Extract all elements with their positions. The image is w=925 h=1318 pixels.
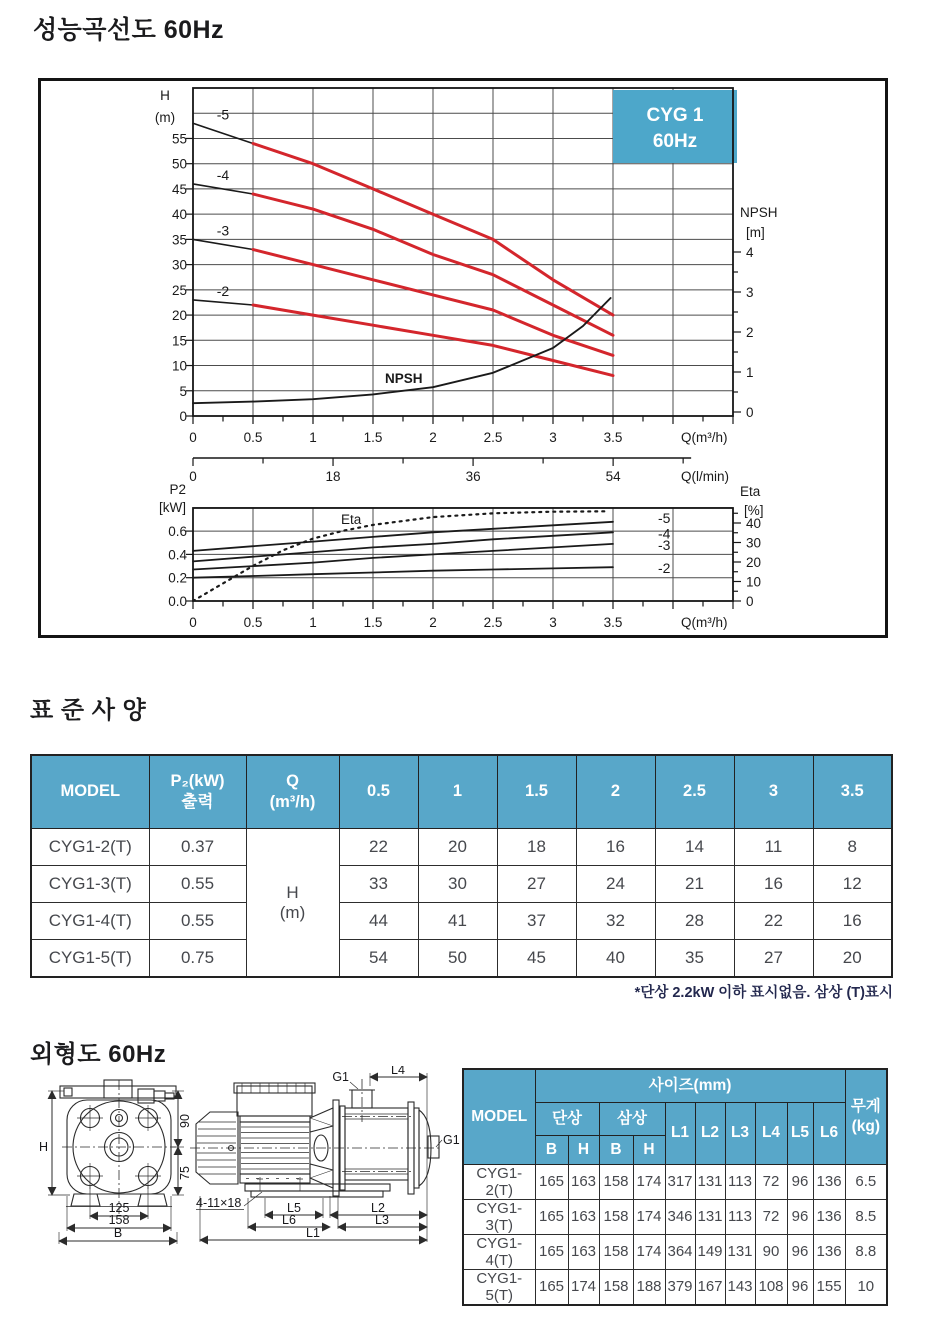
size-cell-value: 10: [845, 1269, 887, 1305]
spec-header-flow: 0.5: [339, 755, 418, 829]
size-header-weight: 무게 (kg): [845, 1069, 887, 1164]
size-cell-value: 113: [725, 1199, 755, 1234]
spec-cell-head-value: 54: [339, 940, 418, 978]
svg-text:50: 50: [171, 156, 187, 172]
svg-text:0: 0: [189, 469, 197, 484]
size-cell-value: 8.5: [845, 1199, 887, 1234]
svg-text:0.6: 0.6: [168, 524, 187, 540]
svg-text:1: 1: [746, 365, 754, 380]
svg-text:-4: -4: [658, 525, 671, 542]
spec-table-row: [31, 940, 892, 978]
spec-header-flow: 3.5: [813, 755, 892, 829]
size-table-header-row1: [463, 1069, 887, 1102]
svg-text:NPSH: NPSH: [385, 371, 423, 386]
head-curve-black--5: [193, 123, 253, 143]
dim-label-l1: L1: [306, 1226, 320, 1240]
spec-header-model: MODEL: [31, 755, 149, 829]
svg-text:5: 5: [179, 383, 187, 399]
spec-table-body: [31, 829, 892, 978]
size-cell-value: 379: [665, 1269, 695, 1305]
svg-text:0.2: 0.2: [168, 570, 187, 586]
size-header-model: MODEL: [463, 1069, 535, 1164]
svg-text:0.5: 0.5: [243, 430, 263, 445]
svg-text:10: 10: [171, 358, 187, 374]
svg-text:1: 1: [309, 430, 317, 445]
spec-cell-head-value: 20: [418, 829, 497, 866]
svg-text:0.0: 0.0: [168, 594, 187, 609]
size-cell-value: 131: [725, 1234, 755, 1269]
spec-table-row: [31, 903, 892, 940]
size-header-bh: B: [535, 1135, 568, 1164]
size-cell-value: 346: [665, 1199, 695, 1234]
dim-label-l2: L2: [371, 1201, 385, 1215]
svg-text:1: 1: [309, 615, 317, 630]
size-cell-value: 96: [787, 1234, 813, 1269]
spec-header-flow: 2.5: [655, 755, 734, 829]
svg-text:0: 0: [746, 594, 754, 609]
size-cell-value: 165: [535, 1164, 568, 1199]
svg-text:-4: -4: [216, 166, 230, 183]
svg-text:40: 40: [746, 516, 762, 531]
svg-text:25: 25: [171, 282, 187, 298]
size-cell-value: 174: [633, 1164, 665, 1199]
svg-text:2: 2: [429, 430, 437, 445]
spec-cell-head-value: 35: [655, 940, 734, 978]
size-cell-value: 155: [813, 1269, 845, 1305]
dim-label-l4: L4: [391, 1066, 405, 1077]
size-header-bh: B: [599, 1135, 633, 1164]
spec-header-flow: 1: [418, 755, 497, 829]
spec-cell-head-value: 27: [497, 866, 576, 903]
size-cell-value: 131: [695, 1164, 725, 1199]
spec-cell-head-value: 30: [418, 866, 497, 903]
size-header-single-phase: 단상: [535, 1102, 599, 1135]
spec-cell-head-value: 16: [813, 903, 892, 940]
svg-text:35: 35: [171, 232, 187, 248]
size-cell-value: 8.8: [845, 1234, 887, 1269]
svg-text:-2: -2: [658, 560, 671, 577]
size-header-bh: H: [633, 1135, 665, 1164]
size-header-l: L4: [755, 1102, 787, 1164]
svg-text:Q(m³/h): Q(m³/h): [681, 430, 728, 445]
size-cell-value: 113: [725, 1164, 755, 1199]
dim-label-90: 90: [178, 1114, 192, 1128]
front-view-drawing: [39, 1080, 192, 1244]
spec-cell-head-value: 21: [655, 866, 734, 903]
spec-cell-head-value: 22: [734, 903, 813, 940]
outline-drawing-svg: [38, 1066, 463, 1301]
size-cell-model: CYG1-4(T): [463, 1234, 535, 1269]
size-header-l: L2: [695, 1102, 725, 1164]
svg-text:P2: P2: [169, 482, 186, 497]
size-cell-value: 364: [665, 1234, 695, 1269]
size-table-row: [463, 1199, 887, 1234]
spec-cell-p2: 0.55: [149, 866, 246, 903]
size-cell-value: 174: [633, 1234, 665, 1269]
spec-cell-head-value: 37: [497, 903, 576, 940]
svg-text:3.5: 3.5: [603, 430, 623, 445]
spec-cell-head-value: 27: [734, 940, 813, 978]
svg-text:10: 10: [746, 574, 762, 590]
dim-label-125: 125: [108, 1201, 130, 1215]
power-curve--2: [193, 567, 613, 578]
performance-chart-svg: [41, 81, 885, 635]
spec-cell-model: CYG1-3(T): [31, 866, 149, 903]
side-view-drawing: [190, 1066, 460, 1242]
size-cell-value: 96: [787, 1269, 813, 1305]
svg-text:18: 18: [325, 469, 341, 484]
svg-text:0.5: 0.5: [243, 615, 263, 630]
size-cell-value: 143: [725, 1269, 755, 1305]
dim-label-l6: L6: [282, 1213, 296, 1227]
size-cell-value: 90: [755, 1234, 787, 1269]
spec-cell-model: CYG1-2(T): [31, 829, 149, 866]
svg-text:36: 36: [465, 469, 481, 484]
svg-text:30: 30: [171, 257, 187, 273]
size-cell-value: 136: [813, 1164, 845, 1199]
spec-cell-head-value: 8: [813, 829, 892, 866]
svg-text:-3: -3: [658, 536, 671, 553]
size-cell-value: 163: [568, 1199, 599, 1234]
svg-text:3.5: 3.5: [603, 615, 623, 630]
size-cell-value: 96: [787, 1199, 813, 1234]
size-cell-value: 167: [695, 1269, 725, 1305]
size-header-l: L5: [787, 1102, 813, 1164]
size-cell-value: 158: [599, 1164, 633, 1199]
svg-text:NPSH: NPSH: [740, 205, 778, 220]
svg-text:1.5: 1.5: [363, 615, 383, 630]
svg-text:15: 15: [171, 333, 187, 349]
spec-section-title: 표 준 사 양: [30, 697, 147, 724]
svg-text:0: 0: [189, 430, 197, 445]
size-cell-value: 165: [535, 1199, 568, 1234]
dim-label-h: H: [39, 1140, 49, 1154]
size-cell-value: 158: [599, 1199, 633, 1234]
spec-cell-head-value: 28: [655, 903, 734, 940]
svg-text:(m): (m): [154, 110, 176, 125]
svg-text:2.5: 2.5: [483, 615, 503, 630]
size-cell-value: 188: [633, 1269, 665, 1305]
svg-text:-2: -2: [216, 282, 230, 299]
spec-table: [30, 754, 893, 978]
size-cell-value: 136: [813, 1234, 845, 1269]
size-cell-value: 163: [568, 1234, 599, 1269]
spec-table-header-row: [31, 755, 892, 829]
spec-cell-head-value: 41: [418, 903, 497, 940]
dim-label-158: 158: [108, 1213, 130, 1227]
size-cell-value: 317: [665, 1164, 695, 1199]
svg-text:-5: -5: [658, 509, 671, 526]
dim-label-bolt-note: 4-11×18: [196, 1196, 242, 1210]
svg-text:Eta: Eta: [341, 512, 362, 527]
spec-cell-head-value: 16: [734, 866, 813, 903]
size-cell-value: 174: [568, 1269, 599, 1305]
size-cell-model: CYG1-3(T): [463, 1199, 535, 1234]
svg-text:20: 20: [746, 555, 762, 570]
size-table-row: [463, 1234, 887, 1269]
size-cell-value: 174: [633, 1199, 665, 1234]
size-table: [462, 1068, 888, 1306]
svg-text:3: 3: [549, 430, 557, 445]
spec-cell-model: CYG1-4(T): [31, 903, 149, 940]
size-cell-model: CYG1-2(T): [463, 1164, 535, 1199]
dim-label-75: 75: [178, 1166, 192, 1180]
spec-cell-model: CYG1-5(T): [31, 940, 149, 978]
spec-cell-head-value: 18: [497, 829, 576, 866]
size-cell-value: 165: [535, 1269, 568, 1305]
svg-text:40: 40: [171, 207, 187, 223]
size-cell-model: CYG1-5(T): [463, 1269, 535, 1305]
spec-cell-head-value: 44: [339, 903, 418, 940]
svg-text:30: 30: [746, 535, 762, 551]
svg-text:55: 55: [171, 131, 187, 147]
svg-text:2: 2: [429, 615, 437, 630]
size-cell-value: 158: [599, 1269, 633, 1305]
svg-text:60Hz: 60Hz: [652, 131, 698, 152]
size-cell-value: 6.5: [845, 1164, 887, 1199]
spec-cell-head-value: 16: [576, 829, 655, 866]
svg-text:[m]: [m]: [746, 225, 765, 240]
svg-text:[%]: [%]: [744, 503, 764, 518]
size-header-l: L1: [665, 1102, 695, 1164]
size-table-row: [463, 1269, 887, 1305]
dim-label-b: B: [113, 1226, 123, 1240]
size-cell-value: 72: [755, 1199, 787, 1234]
performance-section-title: 성능곡선도 60Hz: [33, 16, 225, 44]
size-header-bh: H: [568, 1135, 599, 1164]
svg-text:20: 20: [171, 308, 187, 324]
svg-text:0: 0: [746, 405, 754, 420]
spec-cell-p2: 0.37: [149, 829, 246, 866]
spec-cell-head-value: 40: [576, 940, 655, 978]
size-cell-value: 158: [599, 1234, 633, 1269]
svg-text:0: 0: [179, 409, 187, 424]
size-table-row: [463, 1164, 887, 1199]
svg-text:1.5: 1.5: [363, 430, 383, 445]
size-header-l: L6: [813, 1102, 845, 1164]
svg-text:2: 2: [746, 325, 754, 340]
performance-chart-box: [38, 78, 888, 638]
svg-text:0.4: 0.4: [168, 547, 187, 563]
spec-cell-head-value: 50: [418, 940, 497, 978]
spec-cell-head-value: 33: [339, 866, 418, 903]
spec-cell-head-value: 24: [576, 866, 655, 903]
spec-cell-head-value: 12: [813, 866, 892, 903]
spec-header-flow: 3: [734, 755, 813, 829]
size-header-three-phase: 삼상: [599, 1102, 665, 1135]
spec-header-p2: P₂(kW) 출력: [149, 755, 246, 829]
size-header-size-group: 사이즈(mm): [535, 1069, 845, 1102]
size-cell-value: 165: [535, 1234, 568, 1269]
spec-cell-head-value: 20: [813, 940, 892, 978]
spec-header-flow: 1.5: [497, 755, 576, 829]
head-curve-black--3: [193, 239, 253, 249]
spec-cell-p2: 0.55: [149, 903, 246, 940]
spec-cell-head-value: 11: [734, 829, 813, 866]
size-cell-value: 149: [695, 1234, 725, 1269]
size-cell-value: 136: [813, 1199, 845, 1234]
svg-text:45: 45: [171, 181, 187, 197]
dim-label-l3: L3: [375, 1213, 389, 1227]
svg-text:2.5: 2.5: [483, 430, 503, 445]
size-cell-value: 72: [755, 1164, 787, 1199]
spec-cell-head-value: 22: [339, 829, 418, 866]
size-cell-value: 108: [755, 1269, 787, 1305]
size-cell-value: 96: [787, 1164, 813, 1199]
svg-text:-3: -3: [216, 222, 230, 239]
npsh-curve: [193, 298, 611, 403]
svg-text:Q(l/min): Q(l/min): [681, 469, 729, 484]
svg-text:4: 4: [746, 245, 754, 260]
spec-footnote: *단상 2.2kW 이하 표시없음. 삼상 (T)표시: [634, 985, 893, 1001]
outline-section-title: 외형도 60Hz: [30, 1041, 167, 1068]
spec-cell-head-value: 14: [655, 829, 734, 866]
svg-text:Eta: Eta: [740, 484, 761, 499]
svg-text:Q(m³/h): Q(m³/h): [681, 615, 728, 630]
svg-text:0: 0: [189, 615, 197, 630]
svg-text:CYG 1: CYG 1: [646, 105, 704, 126]
svg-text:3: 3: [746, 285, 754, 300]
head-curve-black--2: [193, 300, 253, 305]
size-cell-value: 163: [568, 1164, 599, 1199]
svg-text:-5: -5: [216, 106, 230, 123]
svg-text:3: 3: [549, 615, 557, 630]
dim-label-g1-top: G1: [332, 1070, 349, 1084]
size-table-body: [463, 1164, 887, 1305]
size-header-l: L3: [725, 1102, 755, 1164]
dim-label-l5: L5: [287, 1201, 301, 1215]
spec-cell-p2: 0.75: [149, 940, 246, 978]
spec-cell-head-unit: H (m): [246, 829, 339, 978]
spec-table-row: [31, 866, 892, 903]
svg-text:[kW]: [kW]: [159, 500, 186, 515]
spec-cell-head-value: 45: [497, 940, 576, 978]
spec-cell-head-value: 32: [576, 903, 655, 940]
svg-text:H: H: [160, 88, 170, 103]
svg-text:54: 54: [605, 469, 621, 484]
size-cell-value: 131: [695, 1199, 725, 1234]
spec-table-row: [31, 829, 892, 866]
dim-label-g1-right: G1: [443, 1133, 460, 1147]
spec-header-flow: 2: [576, 755, 655, 829]
spec-header-q: Q (m³/h): [246, 755, 339, 829]
